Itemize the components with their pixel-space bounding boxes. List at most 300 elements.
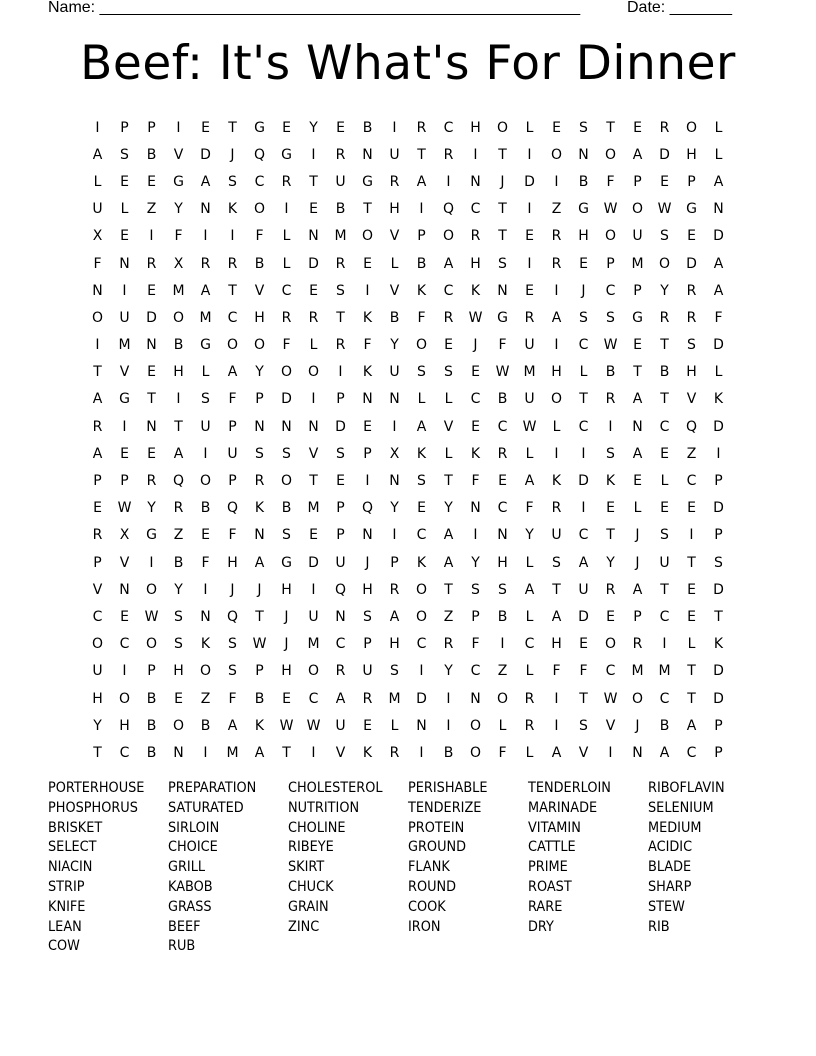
grid-letter: P	[363, 636, 372, 653]
grid-letter: D	[713, 337, 724, 354]
grid-letter: T	[552, 581, 561, 598]
grid-letter: T	[498, 201, 507, 218]
grid-letter: A	[254, 744, 265, 761]
grid-row	[84, 685, 732, 712]
grid-letter: R	[308, 309, 319, 326]
grid-letter: S	[579, 309, 588, 326]
grid-row	[84, 250, 732, 277]
grid-row	[84, 603, 732, 630]
grid-letter: O	[496, 690, 509, 707]
grid-row	[84, 277, 732, 304]
word-bank-item: SKIRT	[288, 859, 325, 876]
grid-letter: K	[362, 744, 373, 761]
grid-letter: U	[632, 228, 643, 245]
grid-letter: V	[92, 581, 103, 598]
grid-letter: L	[687, 636, 696, 653]
grid-letter: U	[524, 391, 535, 408]
grid-letter: O	[226, 337, 239, 354]
grid-letter: V	[119, 554, 130, 571]
grid-letter: R	[281, 309, 292, 326]
grid-letter: K	[551, 473, 562, 490]
grid-letter: U	[335, 717, 346, 734]
grid-letter: I	[554, 173, 559, 190]
grid-letter: R	[551, 228, 562, 245]
grid-letter: P	[336, 391, 345, 408]
grid-letter: N	[308, 228, 319, 245]
grid-letter: S	[228, 173, 237, 190]
grid-letter: E	[93, 500, 102, 517]
word-bank-item: BRISKET	[48, 819, 103, 836]
grid-letter: O	[253, 201, 266, 218]
grid-letter: Y	[444, 500, 453, 517]
grid-letter: E	[201, 527, 210, 544]
grid-letter: C	[659, 608, 670, 625]
grid-letter: J	[500, 173, 505, 190]
grid-row	[84, 522, 732, 549]
word-bank-item: RIBOFLAVIN	[648, 780, 725, 796]
grid-letter: R	[632, 636, 643, 653]
grid-letter: U	[389, 146, 400, 163]
grid-letter: G	[686, 201, 697, 218]
grid-letter: Y	[390, 337, 399, 354]
word-bank-item: GROUND	[408, 839, 467, 856]
grid-letter: M	[118, 337, 131, 354]
grid-letter: S	[498, 255, 507, 272]
grid-letter: M	[334, 228, 347, 245]
grid-letter: H	[470, 255, 481, 272]
grid-letter: N	[362, 391, 373, 408]
grid-letter: Y	[606, 554, 615, 571]
grid-letter: D	[524, 173, 535, 190]
grid-letter: L	[282, 255, 291, 272]
grid-letter: N	[632, 418, 643, 435]
grid-letter: F	[228, 690, 237, 707]
grid-letter: N	[335, 608, 346, 625]
grid-letter: A	[443, 554, 454, 571]
grid-letter: P	[633, 173, 642, 190]
grid-letter: R	[524, 717, 535, 734]
grid-letter: B	[416, 255, 427, 272]
grid-letter: O	[604, 146, 617, 163]
grid-letter: O	[253, 337, 266, 354]
grid-row	[84, 467, 732, 494]
grid-letter: A	[524, 473, 535, 490]
grid-letter: A	[389, 608, 400, 625]
grid-letter: L	[660, 473, 669, 490]
grid-letter: A	[578, 554, 589, 571]
word-bank-item: MEDIUM	[648, 819, 702, 836]
word-bank-item: PREPARATION	[168, 780, 257, 796]
grid-letter: R	[443, 146, 454, 163]
grid-letter: I	[446, 717, 451, 734]
grid-letter: I	[311, 744, 316, 761]
grid-letter: G	[362, 173, 373, 190]
grid-letter: S	[336, 282, 345, 299]
word-bank-item: SELENIUM	[648, 799, 714, 816]
grid-letter: Q	[361, 500, 374, 517]
grid-letter: A	[524, 581, 535, 598]
grid-letter: O	[415, 337, 428, 354]
grid-letter: B	[146, 690, 157, 707]
word-bank-item: TENDERIZE	[408, 799, 482, 816]
grid-letter: A	[416, 173, 427, 190]
grid-letter: S	[606, 445, 615, 462]
grid-letter: S	[471, 581, 480, 598]
grid-letter: I	[176, 119, 181, 136]
grid-letter: B	[173, 554, 184, 571]
grid-letter: E	[660, 173, 669, 190]
grid-letter: L	[714, 119, 723, 136]
grid-letter: Z	[146, 201, 157, 218]
grid-letter: E	[444, 337, 453, 354]
grid-letter: P	[390, 554, 399, 571]
grid-letter: J	[284, 636, 289, 653]
grid-letter: F	[255, 228, 264, 245]
grid-letter: R	[497, 445, 508, 462]
grid-letter: F	[417, 309, 426, 326]
grid-letter: E	[606, 608, 615, 625]
grid-letter: I	[554, 282, 559, 299]
grid-letter: E	[525, 228, 534, 245]
word-bank-item: NUTRITION	[288, 799, 360, 816]
grid-letter: N	[362, 146, 373, 163]
grid-letter: I	[149, 228, 154, 245]
grid-letter: C	[497, 500, 508, 517]
word-bank-item: CHOLESTEROL	[288, 780, 383, 796]
grid-letter: B	[254, 690, 265, 707]
grid-letter: Y	[390, 500, 399, 517]
grid-letter: R	[362, 690, 373, 707]
grid-row	[84, 440, 732, 467]
grid-letter: H	[470, 119, 481, 136]
grid-letter: W	[603, 201, 618, 218]
grid-letter: W	[279, 717, 294, 734]
grid-letter: D	[713, 663, 724, 680]
grid-letter: O	[172, 309, 185, 326]
grid-letter: S	[336, 445, 345, 462]
grid-letter: N	[92, 282, 103, 299]
grid-letter: L	[390, 255, 399, 272]
grid-letter: T	[255, 608, 264, 625]
grid-letter: O	[91, 636, 104, 653]
grid-letter: N	[308, 418, 319, 435]
grid-letter: R	[605, 581, 616, 598]
grid-letter: R	[551, 500, 562, 517]
grid-letter: I	[392, 418, 397, 435]
grid-letter: H	[551, 364, 562, 381]
grid-letter: L	[120, 201, 129, 218]
grid-letter: I	[203, 744, 208, 761]
grid-letter: F	[201, 554, 210, 571]
grid-letter: J	[635, 717, 640, 734]
grid-letter: U	[362, 663, 373, 680]
page-title: Beef: It's What's For Dinner	[80, 36, 736, 91]
grid-letter: Z	[173, 527, 184, 544]
grid-letter: A	[173, 445, 184, 462]
grid-letter: O	[280, 473, 293, 490]
grid-letter: H	[686, 146, 697, 163]
grid-letter: H	[92, 690, 103, 707]
grid-letter: S	[714, 554, 723, 571]
grid-letter: A	[227, 717, 238, 734]
grid-letter: A	[632, 146, 643, 163]
grid-letter: A	[686, 717, 697, 734]
grid-letter: C	[254, 173, 265, 190]
grid-letter: R	[686, 282, 697, 299]
grid-letter: S	[687, 337, 696, 354]
grid-letter: U	[335, 554, 346, 571]
grid-letter: O	[361, 228, 374, 245]
date-field-line: Date: _______	[627, 0, 732, 16]
grid-letter: B	[254, 255, 265, 272]
grid-letter: B	[200, 500, 211, 517]
grid-letter: I	[284, 201, 289, 218]
grid-letter: C	[686, 744, 697, 761]
grid-letter: E	[687, 500, 696, 517]
grid-letter: Q	[442, 201, 455, 218]
grid-letter: U	[92, 663, 103, 680]
grid-letter: I	[608, 418, 613, 435]
grid-letter: I	[689, 527, 694, 544]
grid-letter: M	[388, 690, 401, 707]
grid-letter: B	[578, 173, 589, 190]
grid-letter: T	[93, 744, 102, 761]
grid-letter: B	[146, 744, 157, 761]
grid-letter: F	[93, 255, 102, 272]
word-bank-item: PERISHABLE	[408, 780, 488, 796]
grid-letter: C	[605, 282, 616, 299]
grid-row	[84, 413, 732, 440]
grid-letter: I	[311, 581, 316, 598]
grid-letter: N	[578, 146, 589, 163]
grid-letter: C	[119, 744, 130, 761]
grid-letter: S	[552, 554, 561, 571]
grid-letter: I	[608, 744, 613, 761]
grid-letter: A	[200, 173, 211, 190]
grid-letter: I	[473, 146, 478, 163]
word-bank-item: COW	[48, 938, 80, 955]
grid-letter: B	[200, 717, 211, 734]
grid-row	[84, 739, 732, 766]
grid-letter: T	[606, 527, 615, 544]
grid-letter: N	[497, 527, 508, 544]
grid-letter: L	[417, 391, 426, 408]
grid-letter: R	[524, 690, 535, 707]
grid-letter: L	[552, 418, 561, 435]
grid-letter: T	[606, 119, 615, 136]
grid-letter: N	[497, 282, 508, 299]
grid-letter: L	[579, 364, 588, 381]
grid-letter: W	[306, 717, 321, 734]
grid-letter: D	[713, 690, 724, 707]
grid-letter: K	[713, 391, 724, 408]
grid-row	[84, 631, 732, 658]
grid-letter: O	[658, 255, 671, 272]
grid-letter: E	[633, 119, 642, 136]
grid-letter: S	[579, 119, 588, 136]
grid-letter: P	[120, 473, 129, 490]
grid-letter: D	[713, 500, 724, 517]
grid-letter: C	[416, 636, 427, 653]
word-bank-item: SHARP	[648, 878, 692, 895]
grid-letter: L	[525, 744, 534, 761]
grid-letter: C	[686, 473, 697, 490]
grid-letter: J	[284, 608, 289, 625]
grid-letter: I	[554, 337, 559, 354]
grid-letter: P	[147, 119, 156, 136]
word-bank-item: SATURATED	[168, 799, 244, 816]
grid-letter: Q	[226, 608, 239, 625]
grid-letter: I	[473, 527, 478, 544]
grid-letter: C	[470, 663, 481, 680]
grid-letter: A	[713, 173, 724, 190]
grid-letter: G	[146, 527, 157, 544]
grid-letter: B	[497, 608, 508, 625]
grid-letter: O	[685, 119, 698, 136]
grid-letter: P	[687, 173, 696, 190]
grid-letter: R	[146, 255, 157, 272]
grid-letter: N	[254, 418, 265, 435]
grid-letter: L	[201, 364, 210, 381]
grid-letter: I	[554, 445, 559, 462]
grid-letter: C	[416, 527, 427, 544]
grid-letter: E	[174, 690, 183, 707]
grid-letter: W	[522, 418, 537, 435]
grid-letter: O	[631, 201, 644, 218]
grid-letter: T	[687, 690, 696, 707]
grid-row	[84, 576, 732, 603]
grid-letter: Q	[253, 146, 266, 163]
grid-letter: I	[176, 391, 181, 408]
grid-letter: T	[687, 554, 696, 571]
word-bank-item: CHUCK	[288, 878, 334, 895]
grid-letter: V	[119, 364, 130, 381]
grid-letter: B	[146, 717, 157, 734]
word-bank-item: CHOLINE	[288, 819, 346, 836]
grid-letter: E	[336, 119, 345, 136]
grid-letter: T	[579, 690, 588, 707]
grid-letter: H	[173, 663, 184, 680]
grid-letter: O	[415, 608, 428, 625]
grid-letter: R	[389, 173, 400, 190]
grid-letter: C	[578, 337, 589, 354]
grid-letter: O	[307, 663, 320, 680]
word-bank-item: MARINADE	[528, 799, 598, 816]
grid-letter: E	[120, 445, 129, 462]
grid-letter: S	[120, 146, 129, 163]
grid-letter: M	[658, 663, 671, 680]
grid-letter: T	[174, 418, 183, 435]
word-bank-item: ROUND	[408, 878, 457, 895]
grid-letter: O	[469, 717, 482, 734]
grid-letter: D	[308, 554, 319, 571]
grid-letter: I	[446, 173, 451, 190]
grid-letter: I	[527, 255, 532, 272]
grid-letter: K	[470, 445, 481, 462]
grid-letter: H	[254, 309, 265, 326]
grid-letter: R	[551, 255, 562, 272]
grid-letter: J	[365, 554, 370, 571]
grid-letter: E	[498, 473, 507, 490]
grid-letter: S	[255, 445, 264, 462]
grid-letter: V	[443, 418, 454, 435]
grid-letter: X	[389, 445, 400, 462]
grid-letter: Y	[255, 364, 264, 381]
word-bank-item: RIB	[648, 918, 670, 935]
grid-letter: E	[309, 282, 318, 299]
grid-letter: S	[417, 473, 426, 490]
grid-letter: E	[363, 717, 372, 734]
grid-letter: O	[91, 309, 104, 326]
grid-row	[84, 386, 732, 413]
grid-row	[84, 223, 732, 250]
word-bank-item: PRIME	[528, 859, 568, 876]
grid-letter: T	[444, 473, 453, 490]
word-bank-item: ACIDIC	[648, 839, 693, 856]
grid-letter: T	[444, 581, 453, 598]
grid-letter: B	[497, 391, 508, 408]
grid-letter: C	[443, 282, 454, 299]
grid-letter: I	[365, 282, 370, 299]
word-bank-item: NIACIN	[48, 859, 93, 876]
grid-letter: L	[498, 717, 507, 734]
grid-letter: I	[311, 391, 316, 408]
grid-letter: V	[686, 391, 697, 408]
word-bank-item: STEW	[648, 898, 685, 915]
grid-letter: A	[416, 418, 427, 435]
grid-letter: H	[227, 554, 238, 571]
grid-letter: E	[309, 527, 318, 544]
grid-letter: N	[632, 744, 643, 761]
grid-letter: R	[605, 391, 616, 408]
grid-letter: B	[146, 146, 157, 163]
grid-letter: C	[470, 391, 481, 408]
grid-letter: K	[200, 636, 211, 653]
grid-letter: W	[117, 500, 132, 517]
grid-letter: N	[146, 418, 157, 435]
grid-letter: S	[282, 445, 291, 462]
grid-letter: A	[443, 527, 454, 544]
word-bank-item: KABOB	[168, 878, 213, 895]
grid-letter: V	[308, 445, 319, 462]
grid-letter: O	[280, 364, 293, 381]
grid-letter: S	[174, 608, 183, 625]
word-bank-item: VITAMIN	[528, 819, 581, 836]
grid-letter: R	[92, 527, 103, 544]
grid-letter: V	[173, 146, 184, 163]
grid-letter: N	[200, 201, 211, 218]
grid-letter: P	[714, 473, 723, 490]
grid-letter: A	[632, 391, 643, 408]
grid-letter: B	[362, 119, 373, 136]
grid-letter: T	[147, 391, 156, 408]
grid-letter: H	[362, 581, 373, 598]
grid-letter: K	[605, 473, 616, 490]
grid-letter: K	[470, 282, 481, 299]
grid-letter: Y	[147, 500, 156, 517]
grid-letter: I	[203, 581, 208, 598]
grid-letter: R	[281, 173, 292, 190]
word-bank-item: BEEF	[168, 918, 201, 935]
grid-letter: V	[389, 282, 400, 299]
grid-letter: Y	[174, 581, 183, 598]
grid-letter: A	[632, 445, 643, 462]
grid-letter: T	[363, 201, 372, 218]
grid-letter: I	[392, 119, 397, 136]
grid-letter: R	[146, 473, 157, 490]
grid-letter: E	[201, 119, 210, 136]
grid-letter: N	[713, 201, 724, 218]
